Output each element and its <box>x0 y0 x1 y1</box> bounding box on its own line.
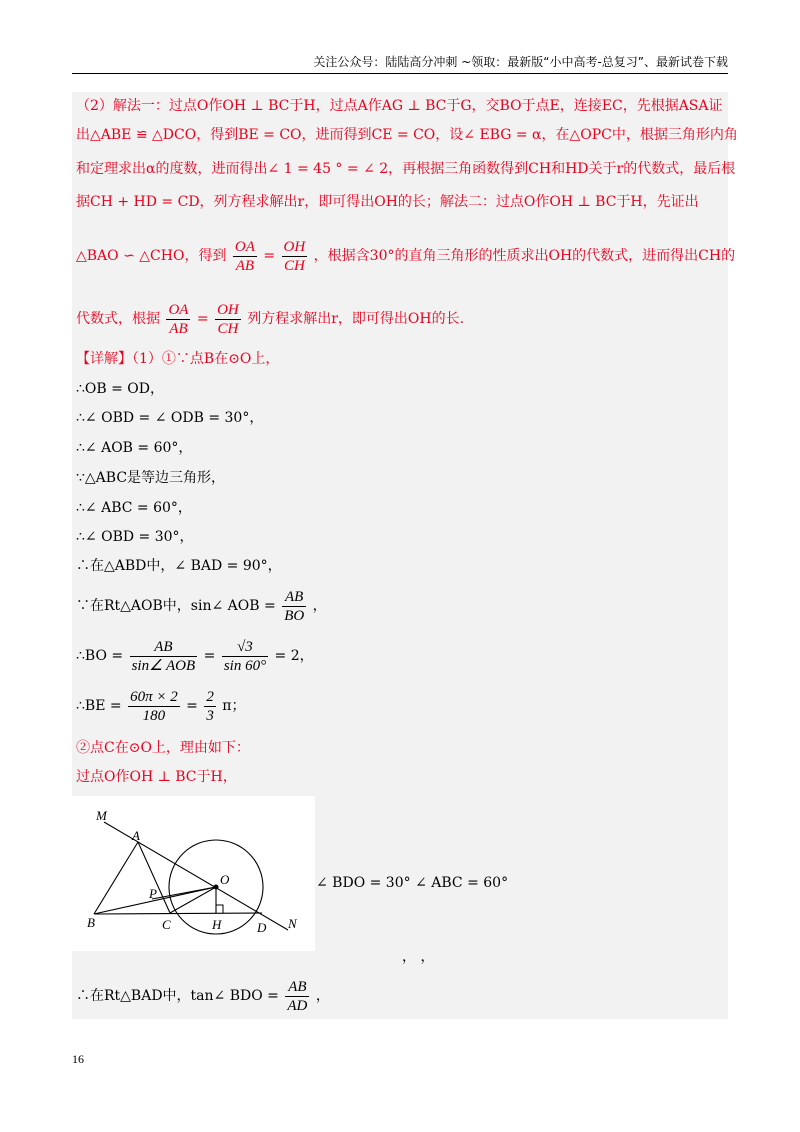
fraction-numerator: 60π × 2 <box>130 688 178 705</box>
detail-heading <box>76 350 279 368</box>
step-15-start: ∴在Rt△BAD中，tan∠ BDO = <box>76 988 279 1004</box>
step-9-start: ∴BO = <box>76 648 124 664</box>
fraction-numerator: AB <box>282 588 306 607</box>
fraction-denominator: AD <box>287 997 308 1014</box>
equals-sign: = <box>186 698 198 714</box>
step-9-end: = 2， <box>274 648 314 664</box>
analysis-line-5 <box>76 236 735 276</box>
fraction-root3-sin60 <box>222 638 268 675</box>
step-15-end: ， <box>315 988 330 1004</box>
detail-label: 【详解】 <box>76 351 132 367</box>
fraction-denominator: 180 <box>142 707 166 724</box>
label-b: B <box>87 915 95 930</box>
step-4: ∵△ABC是等边三角形， <box>76 470 226 486</box>
fraction-numerator: OA <box>168 301 189 318</box>
label-m: M <box>96 808 107 823</box>
fraction-denominator: CH <box>283 257 305 274</box>
fraction-numerator: OH <box>283 238 306 255</box>
step-10-end: π； <box>222 698 246 714</box>
page-header <box>72 55 728 74</box>
step-12: 过点O作OH ⊥ BC于H， <box>76 769 237 785</box>
step-6: ∴∠ OBD = 30°， <box>76 529 194 545</box>
analysis-line-1: （2）解法一：过点O作OH ⊥ BC于H，过点A作AG ⊥ BC于G，交BO于点E，连接EC，先根据ASA证 <box>76 98 723 114</box>
analysis-line-5-start: △BAO ∽ △CHO，得到 <box>76 248 227 264</box>
page-number: 16 <box>72 1052 84 1066</box>
label-c: C <box>162 917 171 932</box>
detail-intro: （1）①∵点B在⊙O上， <box>132 351 280 367</box>
angles-note: ∠ BDO = 30° ∠ ABC = 60° <box>316 875 509 891</box>
analysis-line-3: 和定理求出α的度数，进而得出∠ 1 = 45 ° = ∠ 2，再根据三角函数得到CH和HD关于r的代数式，最后根 <box>76 161 736 177</box>
geometry-figure-svg <box>72 796 315 951</box>
step-3: ∴∠ AOB = 60°， <box>76 440 193 456</box>
fraction-numerator: OH <box>217 301 239 318</box>
fraction-oh-ch <box>215 301 241 338</box>
analysis-line-6 <box>76 299 464 339</box>
step-8 <box>76 586 327 626</box>
fraction-denominator: BO <box>284 607 305 624</box>
equals-sign: = <box>263 248 276 264</box>
fraction-numerator: OA <box>234 238 255 255</box>
segment-ac <box>138 842 170 913</box>
geometry-diagram <box>72 796 315 951</box>
label-n: N <box>288 916 297 931</box>
step-7: ∴在△ABD中，∠ BAD = 90°， <box>76 558 282 574</box>
center-point-o <box>214 885 219 890</box>
label-o: O <box>220 872 230 887</box>
fraction-oh-ch <box>282 238 308 275</box>
step-10-start: ∴BE = <box>76 698 122 714</box>
analysis-line-5-end: ，根据含30°的直角三角形的性质求出OH的代数式，进而得出CH的 <box>313 248 736 264</box>
label-h: H <box>212 917 222 932</box>
step-8-start: ∵在Rt△AOB中，sin∠ AOB = <box>76 598 276 614</box>
fraction-denominator: AB <box>169 320 188 337</box>
analysis-line-6-start: 代数式，根据 <box>76 311 160 327</box>
comma-row: ， ， <box>402 949 435 965</box>
header-text: 关注公众号：陆陆高分冲刺 ~领取：最新版“小中高考-总复习”、最新试卷下载 <box>313 55 728 69</box>
content-area <box>72 92 738 1019</box>
fraction-denominator: AB <box>235 257 255 274</box>
fraction-arc-length <box>128 688 180 725</box>
step-15 <box>76 976 330 1016</box>
step-11: ②点C在⊙O上，理由如下： <box>76 740 250 756</box>
fraction-two-thirds <box>204 688 216 725</box>
label-d: D <box>257 920 267 935</box>
step-2: ∴∠ OBD = ∠ ODB = 30°， <box>76 410 264 426</box>
segment-ab <box>94 842 138 914</box>
step-10 <box>76 686 246 726</box>
label-a: A <box>132 828 140 843</box>
analysis-line-4: 据CH + HD = CD，列方程求解出r，即可得出OH的长；解法二：过点O作OH ⊥ BC于H，先证出 <box>76 194 699 210</box>
step-5: ∴∠ ABC = 60°， <box>76 500 192 516</box>
fraction-denominator: sin∠ AOB <box>131 657 196 674</box>
analysis-line-2: 出△ABE ≌ △DCO，得到BE = CO，进而得到CE = CO，设∠ EBG = α，在△OPC中，根据三角形内角 <box>76 127 738 143</box>
fraction-ab-ad <box>285 978 309 1015</box>
fraction-numerator: AB <box>130 638 198 657</box>
step-9 <box>76 636 314 676</box>
fraction-ab-sin-aob <box>130 638 198 675</box>
fraction-ab-bo <box>282 588 306 625</box>
fraction-oa-ab <box>166 301 190 338</box>
step-1: ∴OB = OD， <box>76 381 165 397</box>
fraction-denominator: 3 <box>206 707 214 724</box>
step-8-end: ， <box>312 598 327 614</box>
equals-sign: = <box>203 648 216 664</box>
fraction-numerator: AB <box>285 978 309 997</box>
fraction-oa-ab <box>233 238 257 275</box>
fraction-numerator: √3 <box>222 638 268 657</box>
analysis-line-6-end: 列方程求解出r，即可得出OH的长. <box>247 311 465 327</box>
right-angle-marker <box>216 905 223 913</box>
equals-sign: = <box>196 311 209 327</box>
fraction-denominator: sin 60° <box>223 657 267 674</box>
label-p: P <box>149 886 157 901</box>
fraction-denominator: CH <box>217 320 239 337</box>
fraction-numerator: 2 <box>206 688 214 705</box>
